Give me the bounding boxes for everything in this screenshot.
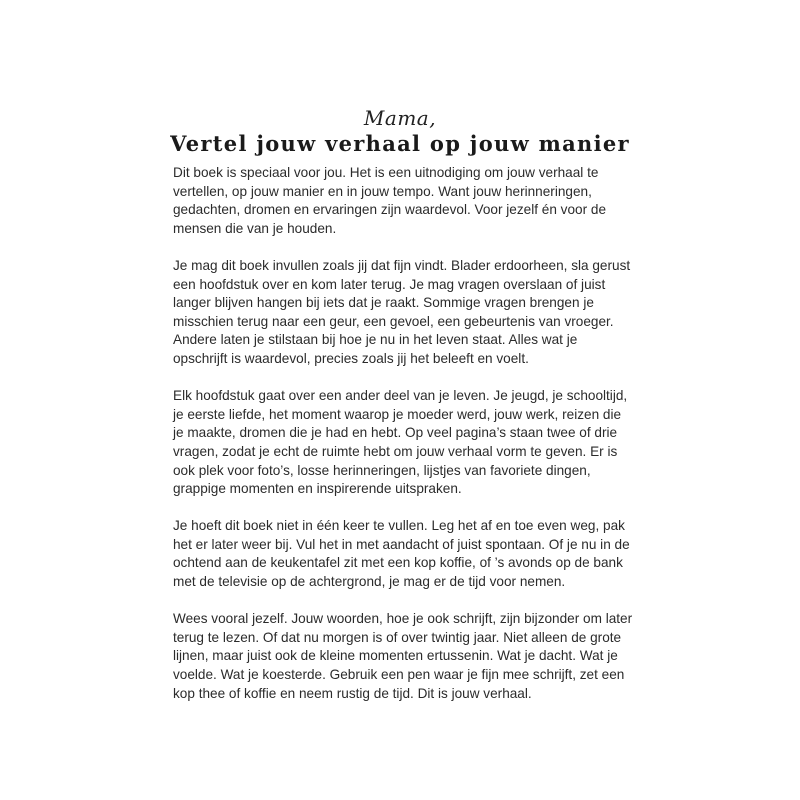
paragraph-be-yourself: Wees vooral jezelf. Jouw woorden, hoe je ook schrijft, zijn bijzonder om later terug te lezen. Of dat nu morgen is of over twintig jaar. Niet alleen de grote lijnen, maar juist ook de kleine momenten ertussenin. Wat je dacht. Wat je voelde. Wat je koesterde. Gebruik een pen waar je fijn mee schrijft, zet een kop thee of koffie en neem rustig de tijd. Dit is jouw verhaal. xyxy=(173,611,633,701)
paragraph-how-to-fill: Je mag dit boek invullen zoals jij dat fijn vindt. Blader erdoorheen, sla gerust een hoofdstuk over en kom later terug. Je mag vragen overslaan of juist langer blijven hangen bij iets dat je raakt. Sommige vragen brengen je misschien terug naar een geur, een gevoel, een gebeurtenis van vroeger. Andere laten je stilstaan bij hoe je nu in het leven staat. Alles wat je opschrijft is waardevol, precies zoals jij het beleeft en voelt. xyxy=(173,257,631,366)
paragraph-chapters: Elk hoofdstuk gaat over een ander deel van je leven. Je jeugd, je schooltijd, je eerste liefde, het moment waarop je moeder werd, jouw werk, reizen die je maakte, dromen die je had en hebt. Op veel pagina’s staan twee of drie vragen, zodat je echt de ruimte hebt om jouw verhaal vorm te geven. Er is ook plek voor foto’s, losse herinneringen, lijstjes van favoriete dingen, grappige momenten en inspirerende uitspraken. xyxy=(173,388,628,497)
body-text xyxy=(173,164,635,722)
page-title: Vertel jouw verhaal op jouw manier xyxy=(170,131,630,156)
paragraph-intro: Dit boek is speciaal voor jou. Het is een uitnodiging om jouw verhaal te vertellen, op jouw manier en in jouw tempo. Want jouw herinneringen, gedachten, dromen en ervaringen zijn waardevol. Voor jezelf én voor de mensen die van je houden. xyxy=(173,165,607,236)
paragraph-take-time: Je hoeft dit boek niet in één keer te vullen. Leg het af en toe even weg, pak het er later weer bij. Vul het in met aandacht of juist spontaan. Of je nu in de ochtend aan de keukentafel zit met een kop koffie, of ’s avonds op de bank met de televisie op de achtergrond, je mag er de tijd voor nemen. xyxy=(173,518,630,590)
salutation: Mama, xyxy=(363,106,437,130)
